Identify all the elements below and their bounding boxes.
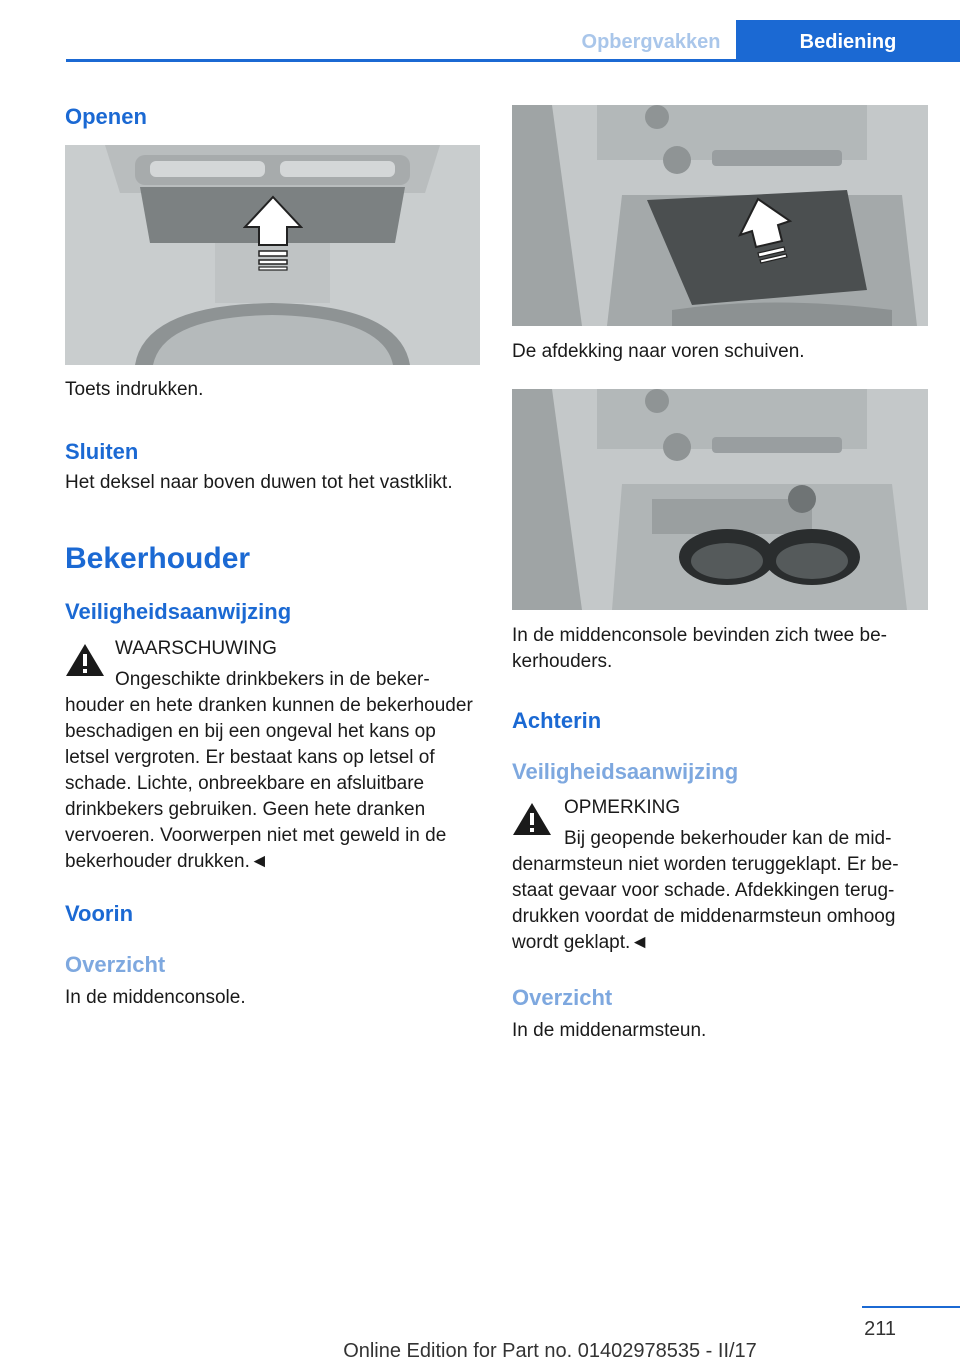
caption-openen: Toets indrukken.	[65, 379, 204, 400]
warning-text: Ongeschikte drinkbekers in de bekerhouder en hete dranken kunnen de bekerhouder beschadigen en bij een ongeval het kans op letsel vergroten. Er bestaat kans op letsel of schade. Lichte, onbreekbare en afsluitbare drinkbekers gebruiken. Geen hete dranken vervoeren. Voorwerpen niet met geweld in de bekerhouder drukken.◄	[65, 669, 473, 872]
figure-overhead-console	[65, 145, 480, 365]
heading-openen: Openen	[65, 104, 147, 129]
up-arrow-icon	[243, 195, 303, 273]
header-chapter-tab: Bediening	[736, 20, 960, 62]
caption-console-cover: De afdekking naar voren schuiven.	[512, 341, 805, 362]
heading-overzicht-left: Overzicht	[65, 952, 166, 977]
cupholders-illustration	[512, 389, 928, 610]
heading-veiligheid-left: Veiligheidsaanwijzing	[65, 599, 292, 624]
caption-cupholders: In de middenconsole bevinden zich twee bekerhouders.	[512, 625, 887, 672]
notice-label: OPMERKING	[564, 797, 681, 818]
notice-text: Bij geopende bekerhouder kan de middenarmsteun niet worden teruggeklapt. Er bestaat gevaar voor schade. Afdekkingen terugdrukken voordat de middenarmsteun omhoog wordt geklapt.◄	[512, 828, 899, 953]
heading-overzicht-right: Overzicht	[512, 985, 613, 1010]
heading-achterin: Achterin	[512, 708, 602, 733]
warning-label: WAARSCHUWING	[115, 638, 277, 659]
text-sluiten: Het deksel naar boven duwen tot het vastklikt.	[65, 472, 453, 493]
up-arrow-icon	[734, 197, 794, 265]
page-number: 211	[864, 1318, 896, 1340]
heading-sluiten: Sluiten	[65, 439, 139, 464]
console-cover-illustration	[512, 105, 928, 326]
text-overzicht-right: In de middenarmsteun.	[512, 1020, 707, 1041]
edition-footer: Online Edition for Part no. 01402978535 - II/17	[343, 1340, 757, 1362]
heading-bekerhouder: Bekerhouder	[65, 542, 251, 575]
figure-cupholders	[512, 389, 928, 610]
header-section-title: Opbergvakken	[581, 31, 721, 53]
footer-rule	[862, 1306, 960, 1308]
text-overzicht-left: In de middenconsole.	[65, 987, 246, 1008]
figure-console-cover	[512, 105, 928, 326]
heading-voorin: Voorin	[65, 901, 134, 926]
page-header	[66, 0, 960, 62]
heading-veiligheid-right: Veiligheidsaanwijzing	[512, 759, 739, 784]
